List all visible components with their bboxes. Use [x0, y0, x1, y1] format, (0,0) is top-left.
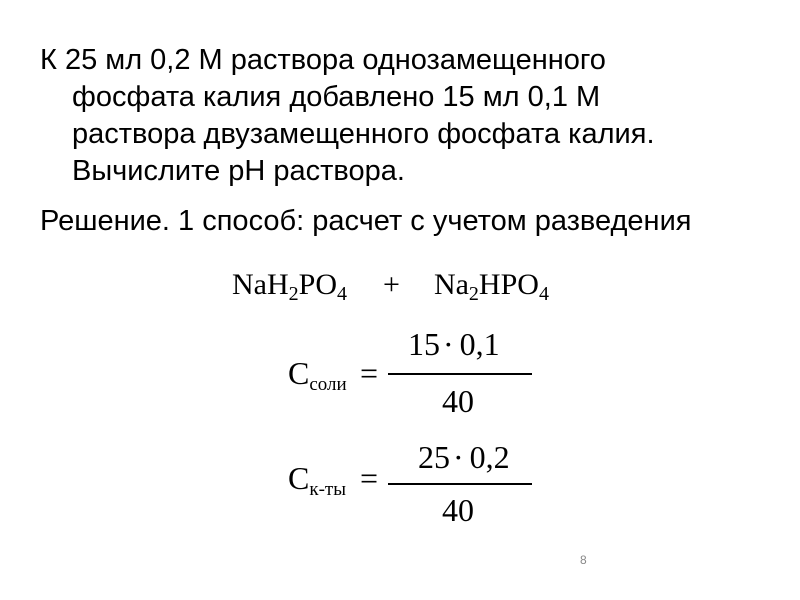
- reaction-right-part-a: Na: [433, 268, 469, 301]
- formula-acid-numerator-a: 25: [418, 439, 450, 475]
- formula-acid-equals: =: [360, 460, 379, 496]
- reaction-right-sub-2: 4: [538, 283, 549, 305]
- formula-acid-numerator: [418, 439, 510, 476]
- formula-salt-numerator-b: 0,1: [459, 326, 500, 362]
- reaction-left-sub-1: 2: [288, 283, 299, 305]
- problem-line-2: фосфата калия добавлено 15 мл 0,1 М: [72, 81, 601, 113]
- problem-line-4: Вычислите рН раствора.: [72, 155, 405, 187]
- formula-acid-numerator-b: 0,2: [469, 439, 510, 475]
- reaction-right-part-b: HPO: [478, 268, 539, 301]
- formula-salt-denominator: 40: [442, 383, 474, 419]
- formula-acid-subscript: к-ты: [309, 479, 346, 500]
- reaction-left-part-b: PO: [298, 268, 338, 301]
- reaction-plus: +: [383, 268, 400, 301]
- problem-line-3: раствора двузамещенного фосфата калия.: [72, 118, 655, 150]
- formula-salt-subscript: соли: [309, 374, 347, 395]
- formula-acid-denominator: 40: [442, 492, 474, 528]
- formula-salt-equals: =: [360, 355, 379, 391]
- page-number: 8: [580, 553, 587, 567]
- reaction-right-sub-1: 2: [468, 283, 479, 305]
- reaction-left-part-a: NaH: [232, 268, 289, 301]
- formula-salt-numerator-a: 15: [408, 326, 440, 362]
- formula-acid-symbol: С: [288, 460, 310, 496]
- formula-acid-dot: ·: [453, 439, 464, 475]
- solution-heading: Решение. 1 способ: расчет с учетом разведения: [40, 205, 692, 237]
- problem-line-1: К 25 мл 0,2 М раствора однозамещенного: [40, 44, 606, 76]
- reaction-left-sub-2: 4: [337, 283, 348, 305]
- formula-acid-fraction-bar: [388, 483, 532, 485]
- formula-salt-symbol: С: [288, 355, 310, 391]
- formula-acid-lhs: [288, 460, 346, 500]
- formula-salt-dot: ·: [443, 326, 454, 362]
